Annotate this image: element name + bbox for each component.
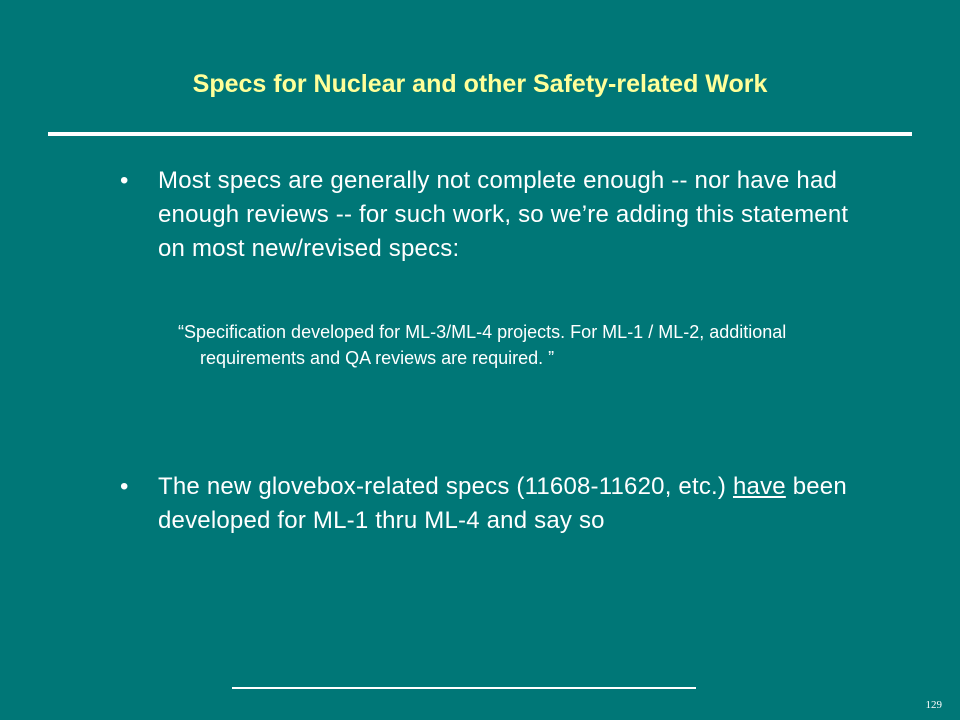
slide-title: Specs for Nuclear and other Safety-related Work	[192, 70, 768, 98]
spec-statement-quote: “Specification developed for ML-3/ML-4 projects. For ML-1 / ML-2, additional requirements and QA reviews are required. ”	[178, 322, 787, 368]
bullet-text: Most specs are generally not complete enough -- nor have had enough reviews -- for such work, so we’re adding this statement on most new/revised specs:	[158, 167, 849, 262]
footer-divider	[232, 687, 696, 689]
bullet-item-1	[120, 164, 860, 266]
bullet-text-start: The new glovebox-related specs (11608-11620, etc.)	[158, 473, 733, 500]
bullet-text-end: been developed for ML-1 thru ML-4 and say so	[158, 473, 847, 534]
title-divider	[48, 132, 912, 136]
bullet-text	[158, 470, 860, 538]
bullet-marker: •	[120, 167, 129, 194]
underlined-word: have	[732, 473, 786, 500]
page-number: 129	[925, 699, 942, 711]
bullet-item-2	[120, 470, 860, 538]
bullet-marker: •	[120, 473, 129, 500]
